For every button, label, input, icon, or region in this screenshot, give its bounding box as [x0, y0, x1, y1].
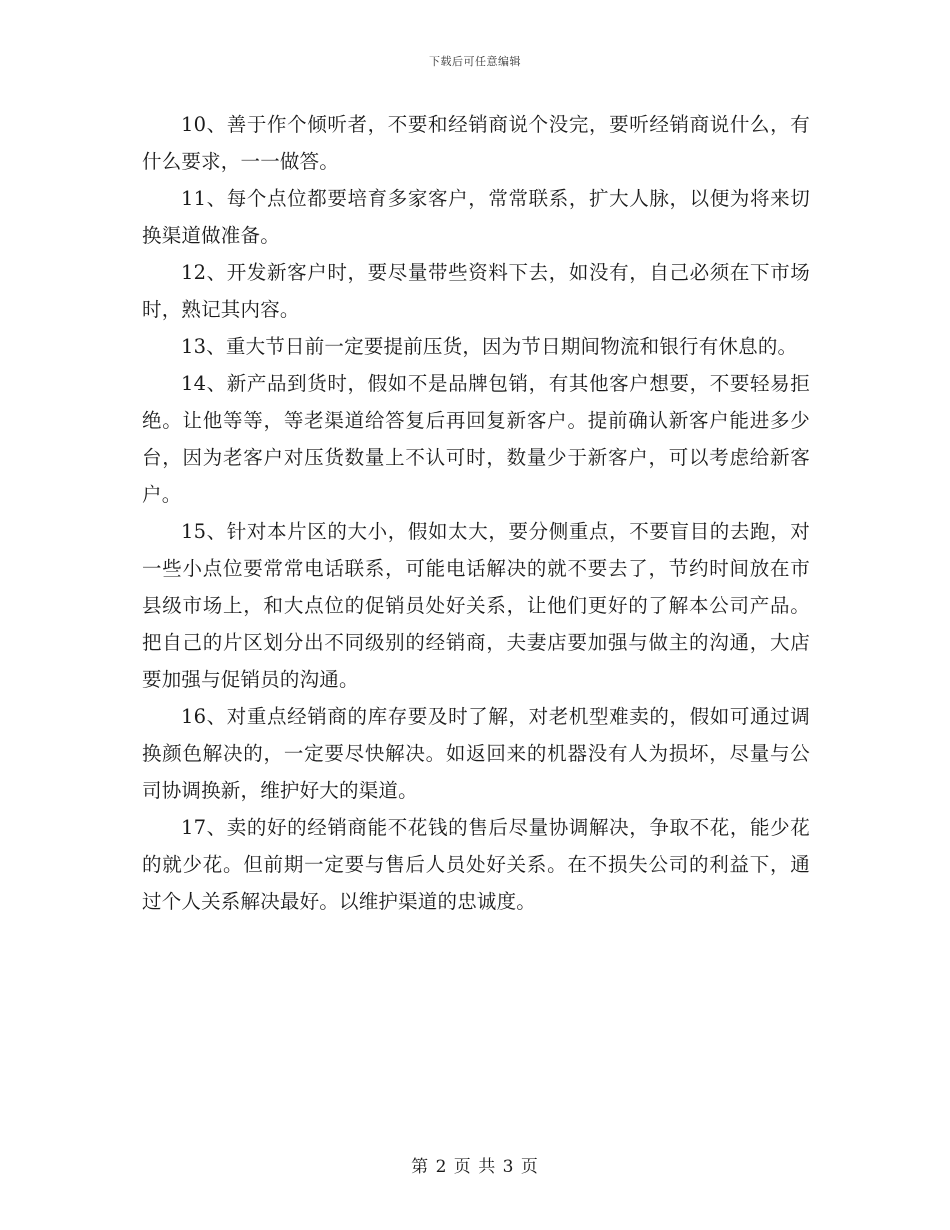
paragraph-11: 11、每个点位都要培育多家客户，常常联系，扩大人脉，以便为将来切换渠道做准备。: [142, 187, 810, 247]
paragraph-12: 12、开发新客户时，要尽量带些资料下去，如没有，自己必须在下市场时，熟记其内容。: [142, 261, 810, 321]
paragraph-16: 16、对重点经销商的库存要及时了解，对老机型难卖的，假如可通过调换颜色解决的，一定要尽快解决。如返回来的机器没有人为损坏，尽量与公司协调换新，维护好大的渠道。: [142, 705, 810, 802]
paragraph-13: 13、重大节日前一定要提前压货，因为节日期间物流和银行有休息的。: [181, 335, 798, 358]
paragraph-14: 14、新产品到货时，假如不是品牌包销，有其他客户想要，不要轻易拒绝。让他等等，等老渠道给答复后再回复新客户。提前确认新客户能进多少台，因为老客户对压货数量上不认可时，数量少于新客户，可以考虑给新客户。: [142, 372, 810, 506]
paragraph-15: 15、针对本片区的大小，假如太大，要分侧重点，不要盲目的去跑，对一些小点位要常常电话联系，可能电话解决的就不要去了，节约时间放在市县级市场上，和大点位的促销员处好关系，让他们更好的了解本公司产品。把自己的片区划分出不同级别的经销商，夫妻店要加强与做主的沟通，大店要加强与促销员的沟通。: [142, 520, 810, 691]
document-body: [142, 106, 810, 920]
page-number: 第 2 页 共 3 页: [411, 1157, 539, 1177]
paragraph-17: 17、卖的好的经销商能不花钱的售后尽量协调解决，争取不花，能少花的就少花。但前期一定要与售后人员处好关系。在不损失公司的利益下，通过个人关系解决最好。以维护渠道的忠诚度。: [142, 816, 810, 913]
page-header: 下载后可任意编辑: [429, 55, 521, 68]
paragraph-10: 10、善于作个倾听者，不要和经销商说个没完，要听经销商说什么，有什么要求，一一做答。: [142, 113, 810, 173]
